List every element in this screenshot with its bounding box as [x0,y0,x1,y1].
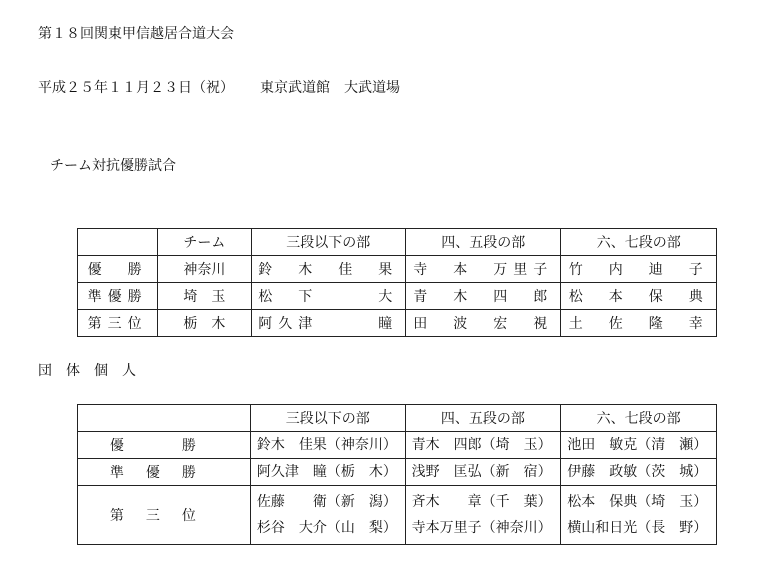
name-cell-dan-mid [405,432,561,459]
rank-cell: 優 勝 [78,256,158,283]
entrant-name: 伊藤 政敏（茨 城） [567,464,708,480]
entrant-name: 杉谷 大介（山 梨） [256,520,397,536]
name-cell-dan-high [561,486,717,545]
header-cell-empty [78,405,251,432]
name-cell-dan-low [250,432,405,459]
individual-table [77,404,717,545]
header-cell-dan-high: 六、七段の部 [561,229,717,256]
header-cell-dan-high: 六、七段の部 [561,405,717,432]
name-cell-dan-high: 竹 内 迪 子 [561,256,717,283]
entrant-name: 青木 四郎（埼 玉） [411,437,552,453]
rank-cell: 準優勝 [78,459,251,486]
header-cell-team: チーム [158,229,251,256]
name-cell-dan-mid: 青 木 四 郎 [406,283,561,310]
entrant-name: 鈴木 佳果（神奈川） [256,437,397,453]
table-row [78,432,717,459]
table-row [78,310,717,337]
header-cell-dan-low: 三段以下の部 [250,405,405,432]
name-cell-dan-high: 土 佐 隆 幸 [561,310,717,337]
header-cell-dan-low: 三段以下の部 [251,229,406,256]
name-cell-dan-high: 松 本 保 典 [561,283,717,310]
entrant-name: 斉木 章（千 葉） [411,494,552,510]
table-row [78,283,717,310]
rank-cell: 準優勝 [78,283,158,310]
entrant-name: 佐藤 衛（新 潟） [256,494,397,510]
team-cell: 神奈川 [158,256,251,283]
document-title: 第１８回関東甲信越居合道大会 [38,26,234,42]
table-row [78,256,717,283]
rank-cell: 第三位 [78,310,158,337]
event-venue: 東京武道館 大武道場 [260,80,400,96]
event-date: 平成２５年１１月２３日（祝） [38,80,234,96]
name-cell-dan-low [250,459,405,486]
header-cell-dan-mid: 四、五段の部 [405,405,561,432]
name-cell-dan-high [561,432,717,459]
entrant-name: 松本 保典（埼 玉） [567,494,708,510]
team-match-heading: チーム対抗優勝試合 [50,158,176,174]
entrant-name: 浅野 匡弘（新 宿） [411,464,552,480]
team-cell: 埼 玉 [158,283,251,310]
rank-cell: 優 勝 [78,432,251,459]
name-cell-dan-low: 松 下 大 [251,283,406,310]
name-cell-dan-mid: 田 波 宏 視 [406,310,561,337]
team-match-table [77,228,717,337]
name-cell-dan-low: 鈴 木 佳 果 [251,256,406,283]
name-cell-dan-low [250,486,405,545]
name-cell-dan-mid [405,459,561,486]
header-cell-empty [78,229,158,256]
entrant-name: 寺本万里子（神奈川） [411,520,552,536]
header-cell-dan-mid: 四、五段の部 [406,229,561,256]
entrant-name: 横山和日光（長 野） [567,520,708,536]
name-cell-dan-mid: 寺 本 万里子 [406,256,561,283]
table-header-row [78,405,717,432]
individual-heading: 団 体 個 人 [38,363,136,379]
entrant-name: 阿久津 瞳（栃 木） [256,464,397,480]
table-row [78,459,717,486]
team-cell: 栃 木 [158,310,251,337]
name-cell-dan-low: 阿久津 瞳 [251,310,406,337]
entrant-name: 池田 敏克（清 瀬） [567,437,708,453]
table-header-row [78,229,717,256]
name-cell-dan-mid [405,486,561,545]
rank-cell: 第三位 [78,486,251,545]
table-row [78,486,717,545]
name-cell-dan-high [561,459,717,486]
